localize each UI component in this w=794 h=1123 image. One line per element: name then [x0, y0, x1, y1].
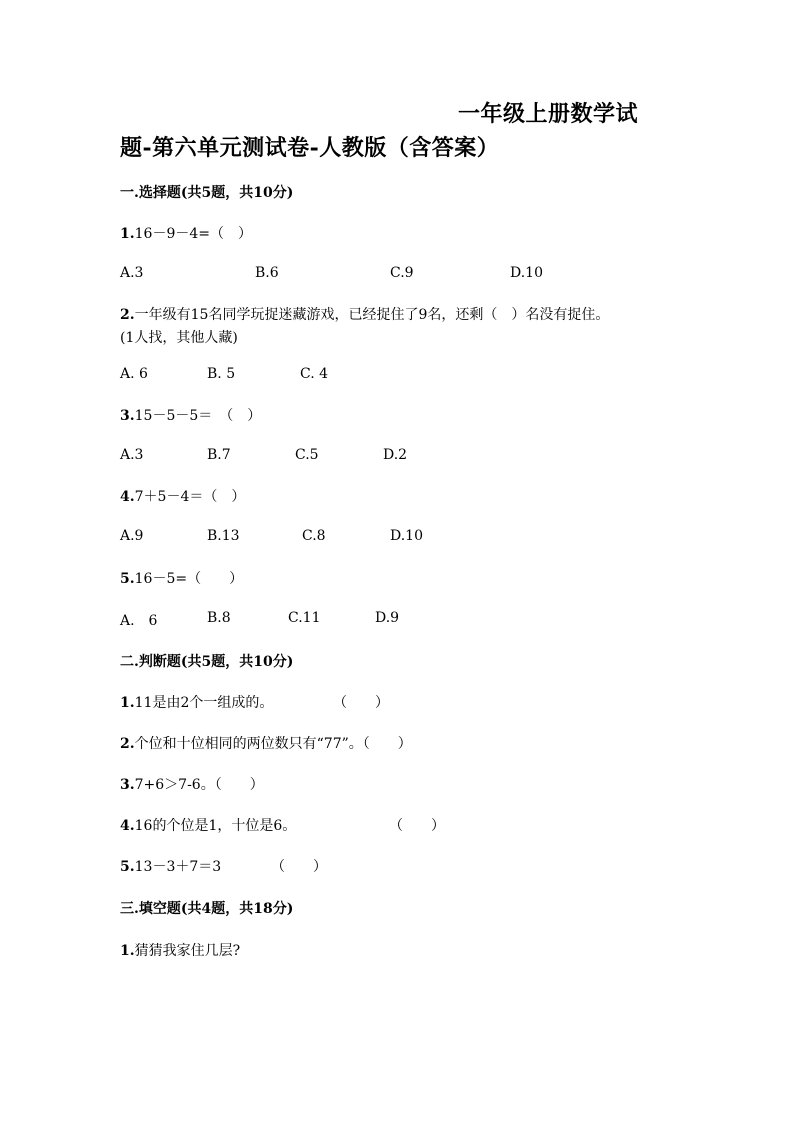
question-1-4: [120, 486, 245, 506]
question-number: 1.: [120, 226, 135, 242]
question-number: 5.: [120, 571, 135, 587]
option-c: C.8: [302, 528, 326, 544]
option-b: B. 5: [207, 366, 236, 382]
question-number: 3.: [120, 408, 135, 424]
option-c: C.5: [295, 447, 319, 463]
question-2-2: [120, 733, 412, 753]
option-d: D.9: [375, 610, 400, 626]
question-1-1: [120, 223, 252, 243]
question-text: 13－3＋7＝3: [134, 859, 222, 875]
option-a: A. 6: [120, 366, 148, 382]
question-number: 2.: [120, 736, 135, 752]
question-1-3: [120, 405, 261, 425]
question-text: 个位和十位相同的两位数只有“77”。（ ）: [134, 736, 412, 752]
question-text: 16－9－4=（ ）: [134, 226, 252, 242]
question-text: 一年级有15名同学玩捉迷藏游戏，已经捉住了9名，还剩（ ）名没有捉住。: [134, 307, 610, 323]
question-number: 4.: [120, 489, 135, 505]
question-text: 7+6＞7-6。（ ）: [134, 777, 264, 793]
question-number: 4.: [120, 818, 135, 834]
option-b: B.13: [207, 528, 240, 544]
question-2-4: [120, 815, 296, 835]
question-number: 1.: [120, 943, 135, 959]
question-2-1: [120, 692, 273, 712]
question-2-5: [120, 856, 221, 876]
question-number: 3.: [120, 777, 135, 793]
question-1-2: [120, 304, 609, 324]
option-b: B.7: [207, 447, 231, 463]
question-text: 15－5－5＝ （ ）: [134, 408, 262, 424]
option-d: D.10: [510, 265, 543, 281]
question-text: 11是由2个一组成的。: [134, 695, 274, 711]
question-number: 1.: [120, 695, 135, 711]
question-text: 7＋5－4＝（ ）: [134, 489, 246, 505]
question-number: 5.: [120, 859, 135, 875]
question-3-1: [120, 940, 240, 960]
title-line-1: 一年级上册数学试: [458, 101, 639, 127]
answer-paren: （ ）: [333, 695, 389, 711]
answer-paren: （ ）: [389, 818, 445, 834]
question-text: 猜猜我家住几层?: [134, 943, 241, 959]
option-c: C.9: [390, 265, 414, 281]
option-b: B.8: [207, 610, 231, 626]
option-c: C.11: [288, 610, 321, 626]
section-heading-choice: 一.选择题(共5题，共10分): [120, 185, 294, 201]
option-a: A.9: [120, 528, 144, 544]
section-heading-fill-blank: 三.填空题(共4题，共18分): [120, 901, 294, 917]
title-line-2: 题-第六单元测试卷-人教版（含答案）: [120, 135, 500, 161]
question-text: 16－5=（ ）: [134, 571, 244, 587]
question-2-3: [120, 774, 264, 794]
question-number: 2.: [120, 307, 135, 323]
section-heading-judgement: 二.判断题(共5题，共10分): [120, 654, 294, 670]
question-1-2-note: (1人找，其他人藏): [120, 330, 238, 346]
question-text: 16的个位是1，十位是6。: [134, 818, 297, 834]
option-a: A. 6: [120, 613, 158, 629]
option-c: C. 4: [300, 366, 329, 382]
option-a: A.3: [120, 265, 144, 281]
option-a: A.3: [120, 447, 144, 463]
question-1-5: [120, 568, 243, 588]
answer-paren: （ ）: [271, 859, 327, 875]
option-d: D.2: [383, 447, 408, 463]
option-d: D.10: [390, 528, 423, 544]
option-b: B.6: [255, 265, 279, 281]
